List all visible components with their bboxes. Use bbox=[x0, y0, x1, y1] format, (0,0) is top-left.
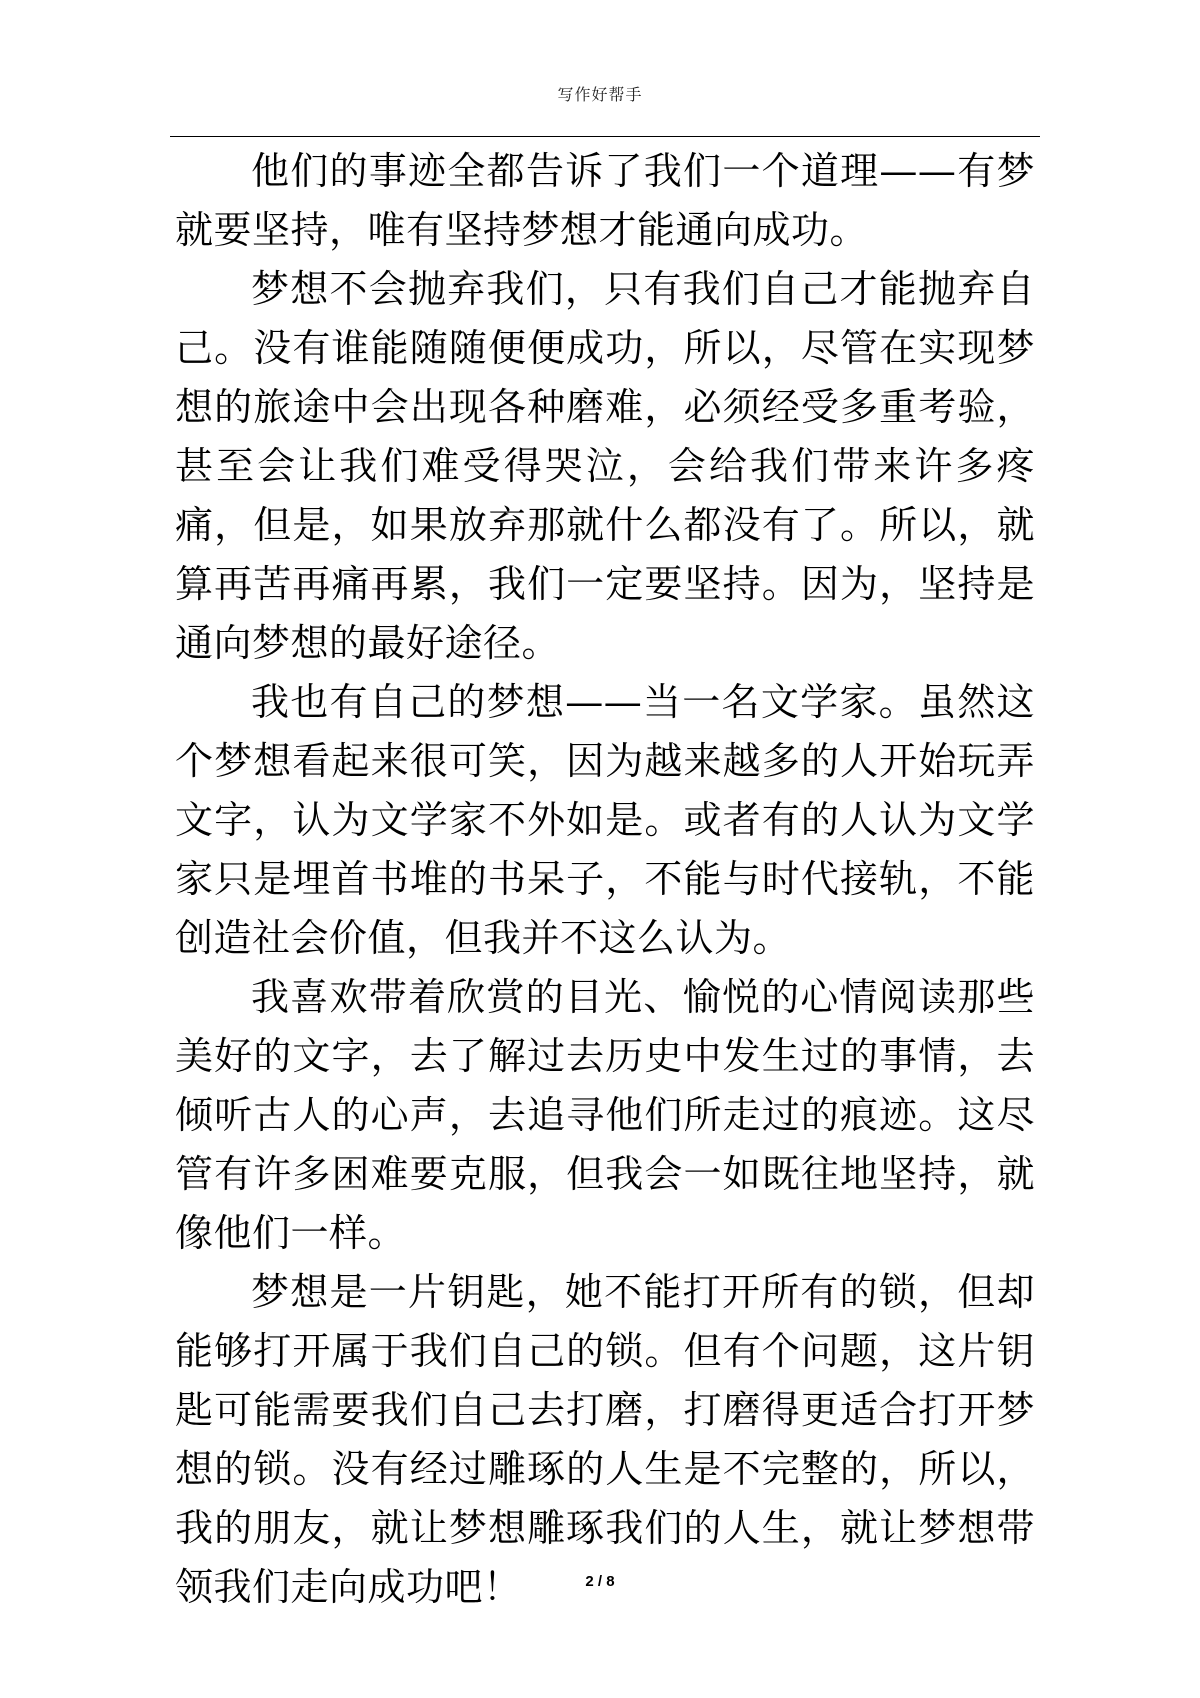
paragraph-5: 梦想是一片钥匙，她不能打开所有的锁，但却能够打开属于我们自己的锁。但有个问题，这片钥匙可能需要我们自己去打磨，打磨得更适合打开梦想的锁。没有经过雕琢的人生是不完整的，所以，我的朋友，就让梦想雕琢我们的人生，就让梦想带领我们走向成功吧！ bbox=[175, 1270, 1035, 1609]
paragraph-2: 梦想不会抛弃我们，只有我们自己才能抛弃自己。没有谁能随随便便成功，所以，尽管在实现梦想的旅途中会出现各种磨难，必须经受多重考验，甚至会让我们难受得哭泣，会给我们带来许多疼痛，但是，如果放弃那就什么都没有了。所以，就算再苦再痛再累，我们一定要坚持。因为，坚持是通向梦想的最好途径。 bbox=[175, 267, 1035, 665]
paragraph-1: 他们的事迹全都告诉了我们一个道理——有梦就要坚持，唯有坚持梦想才能通向成功。 bbox=[175, 149, 1035, 252]
header-divider bbox=[170, 136, 1040, 137]
page-header-title: 写作好帮手 bbox=[557, 85, 643, 104]
paragraph-4: 我喜欢带着欣赏的目光、愉悦的心情阅读那些美好的文字，去了解过去历史中发生过的事情，去倾听古人的心声，去追寻他们所走过的痕迹。这尽管有许多困难要克服，但我会一如既往地坚持，就像他们一样。 bbox=[175, 975, 1035, 1255]
document-body bbox=[175, 142, 1035, 1617]
page-number: 2 / 8 bbox=[585, 1573, 615, 1590]
paragraph-3: 我也有自己的梦想——当一名文学家。虽然这个梦想看起来很可笑，因为越来越多的人开始玩弄文字，认为文学家不外如是。或者有的人认为文学家只是埋首书堆的书呆子，不能与时代接轨，不能创造社会价值，但我并不这么认为。 bbox=[175, 680, 1035, 960]
